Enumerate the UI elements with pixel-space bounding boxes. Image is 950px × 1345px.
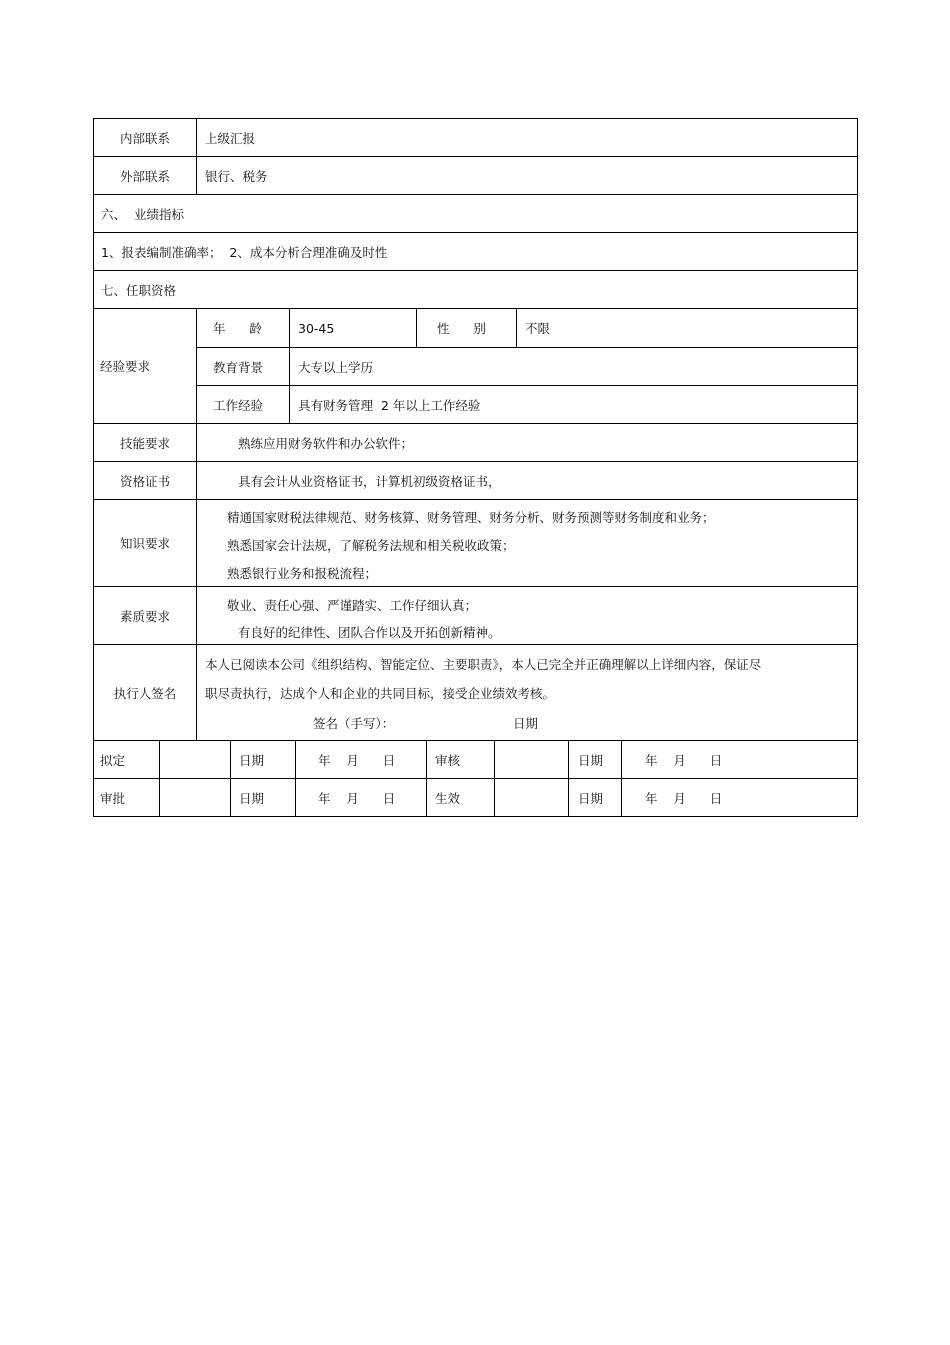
review-date-value: 年 月 日: [621, 741, 857, 778]
education-value: 大专以上学历: [289, 348, 857, 385]
skills-value: 熟练应用财务软件和办公软件；: [196, 424, 857, 461]
job-description-table: [93, 118, 858, 817]
work-experience-subrow: [197, 386, 857, 423]
quality-line: 有良好的纪律性、团队合作以及开拓创新精神。: [238, 625, 501, 640]
approve-date-label: 日期: [230, 779, 295, 816]
knowledge-line: 精通国家财税法律规范、财务核算、财务管理、财务分析、财务预测等财务制度和业务；: [227, 510, 715, 525]
knowledge-content: [196, 500, 857, 586]
quality-content: [196, 587, 857, 644]
approve-effective-row: [94, 779, 857, 816]
certificates-row: [94, 462, 857, 500]
section-7-title: 七、任职资格: [101, 282, 177, 298]
section-7-header-row: [94, 271, 857, 309]
quality-line: 敬业、责任心强、严谨踏实、工作仔细认真；: [227, 598, 478, 613]
declaration-line-1: 本人已阅读本公司《组织结构、智能定位、主要职责》，本人已完全并正确理解以上详细内容，保证尽: [205, 657, 762, 672]
experience-details: [196, 309, 857, 423]
handwritten-signature-label: 签名（手写）：: [313, 716, 395, 731]
effective-signer-cell: [494, 779, 568, 816]
draft-label: 拟定: [100, 752, 126, 768]
signature-content: [196, 645, 857, 740]
review-date-label: 日期: [568, 741, 621, 778]
skills-row: [94, 424, 857, 462]
internal-contact-label: 内部联系: [119, 130, 170, 146]
quality-row: [94, 587, 857, 645]
declaration-line-2: 职尽责执行，达成个人和企业的共同目标，接受企业绩效考核。: [205, 686, 556, 701]
section-6-title: 六、 业绩指标: [101, 206, 184, 222]
age-gender-subrow: [197, 309, 857, 348]
gender-value: 不限: [516, 309, 857, 347]
age-value: 30-45: [289, 309, 416, 347]
internal-contact-value: 上级汇报: [196, 119, 857, 156]
draft-review-row: [94, 741, 857, 779]
review-signer-cell: [494, 741, 568, 778]
knowledge-line: 熟悉银行业务和报税流程；: [227, 566, 378, 581]
experience-label: 经验要求: [100, 359, 151, 374]
approve-label: 审批: [100, 790, 126, 806]
effective-date-label: 日期: [568, 779, 621, 816]
approve-signer-cell: [159, 779, 230, 816]
draft-date-value: 年 月 日: [295, 741, 426, 778]
review-label: 审核: [426, 741, 494, 778]
knowledge-label: 知识要求: [119, 536, 170, 551]
draft-date-label: 日期: [230, 741, 295, 778]
education-subrow: [197, 348, 857, 386]
certificates-value: 具有会计从业资格证书，计算机初级资格证书，: [196, 462, 857, 499]
executor-signature-label: 执行人签名: [113, 685, 177, 701]
work-experience-value: 具有财务管理 2 年以上工作经验: [289, 386, 857, 423]
skills-label: 技能要求: [119, 435, 170, 451]
external-contact-value: 银行、税务: [196, 157, 857, 194]
executor-signature-row: [94, 645, 857, 741]
effective-label: 生效: [426, 779, 494, 816]
signature-date-label: 日期: [513, 716, 539, 731]
quality-label: 素质要求: [119, 608, 170, 624]
draft-signer-cell: [159, 741, 230, 778]
age-label: 年 龄: [213, 321, 262, 336]
certificates-label: 资格证书: [119, 473, 170, 489]
effective-date-value: 年 月 日: [621, 779, 857, 816]
performance-indicators-row: [94, 233, 857, 271]
external-contact-row: [94, 157, 857, 195]
work-experience-label: 工作经验: [213, 397, 264, 413]
internal-contact-row: [94, 119, 857, 157]
knowledge-row: [94, 500, 857, 587]
approve-date-value: 年 月 日: [295, 779, 426, 816]
performance-indicators: 1、报表编制准确率； 2、成本分析合理准确及时性: [101, 244, 388, 260]
knowledge-line: 熟悉国家会计法规，了解税务法规和相关税收政策；: [227, 538, 515, 553]
section-6-header-row: [94, 195, 857, 233]
experience-row: [94, 309, 857, 424]
education-label: 教育背景: [213, 359, 264, 375]
external-contact-label: 外部联系: [119, 168, 170, 184]
gender-label: 性 别: [416, 309, 516, 347]
